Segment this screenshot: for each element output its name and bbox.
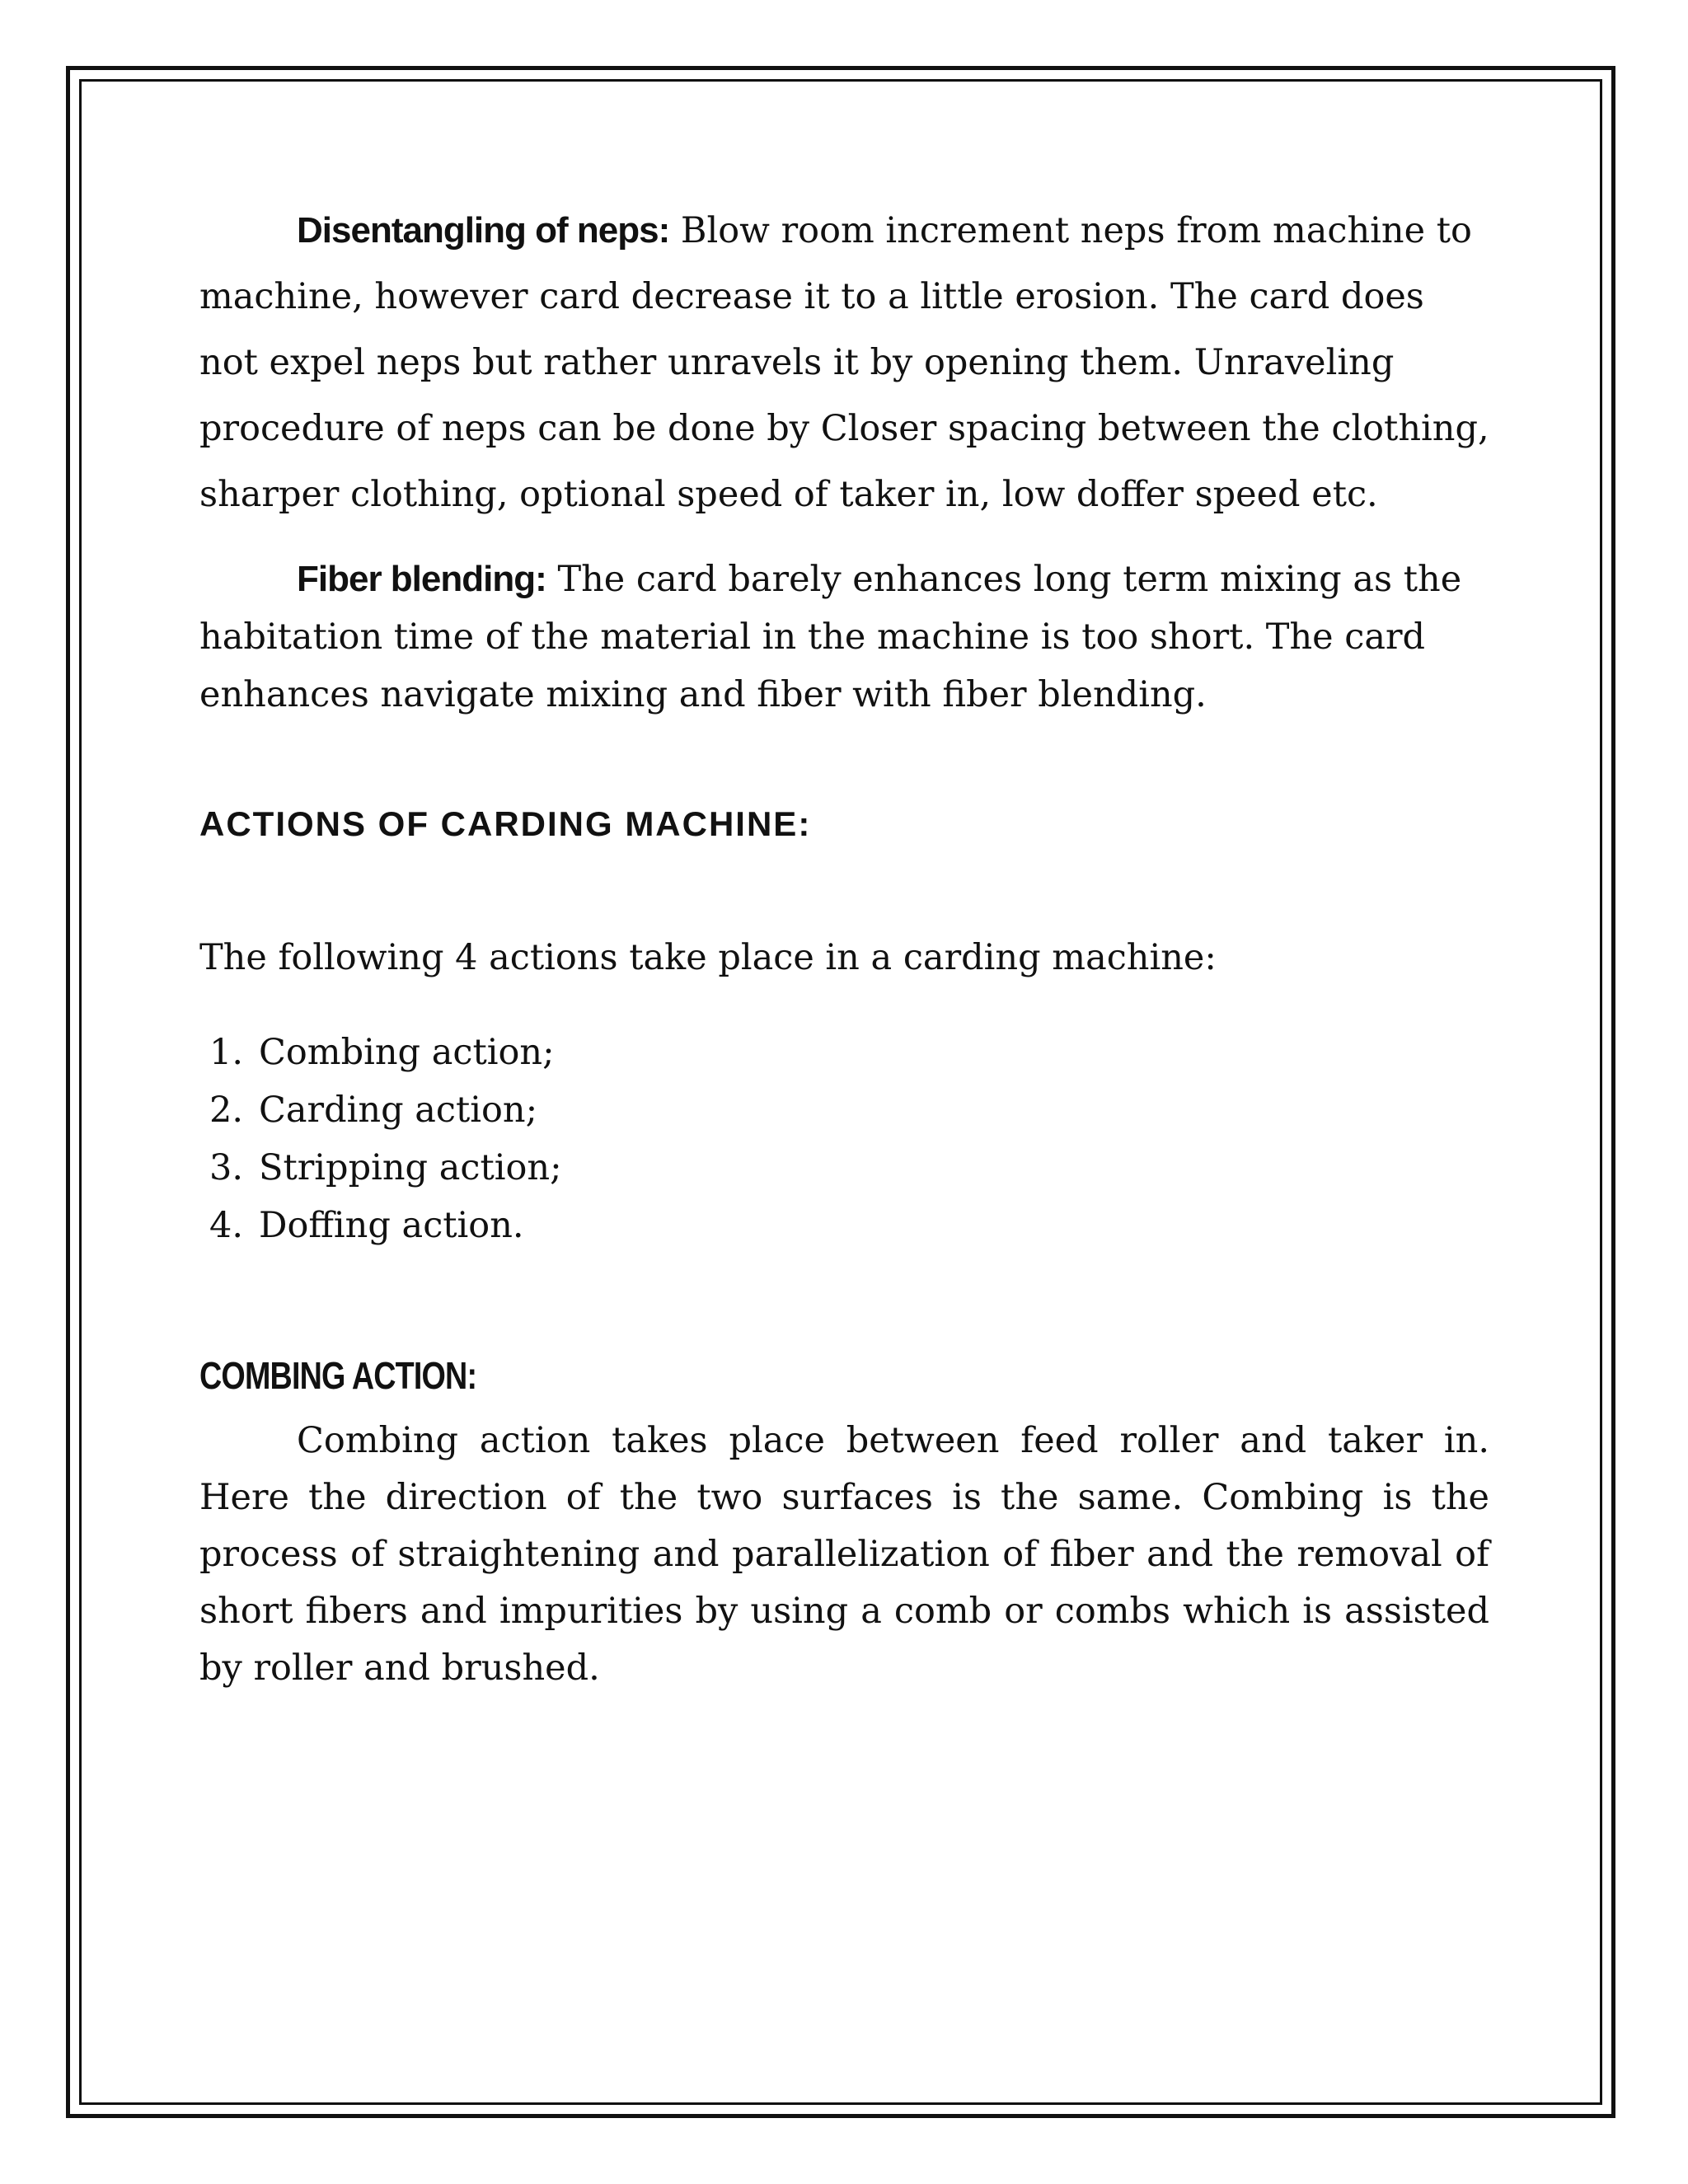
list-text: Carding action; [259,1090,538,1131]
section-disentangling [199,198,1489,527]
paragraph-combing: Combing action takes place between feed roller and taker in. Here the direction of the two surfaces is the same. Combing is the process of straightening and parallelization of fiber and the removal of short fibers and impurities by using a comb or combs which is assisted by roller and brushed. [199,1420,1489,1689]
list-item [199,1197,1489,1254]
term-disentangling: Disentangling of neps: [297,210,670,251]
text-fiber-blending: The card barely enhances long term mixing as the habitation time of the material in the machine is too short. The card enhances navigate mixing and fiber with fiber blending. [199,559,1462,715]
list-item [199,1139,1489,1197]
section-combing [199,1413,1489,1697]
list-item [199,1081,1489,1139]
list-number: 2. [209,1090,244,1131]
paragraph-fiber-blending [199,551,1489,724]
heading-combing: COMBING ACTION: [199,1354,477,1397]
list-item [199,1024,1489,1081]
term-fiber-blending: Fiber blending: [297,559,546,599]
list-number: 4. [209,1205,244,1246]
list-text: Combing action; [259,1032,555,1073]
list-number: 1. [209,1032,244,1073]
page-content [199,198,1489,1697]
paragraph-disentangling [199,198,1489,527]
list-text: Doffing action. [259,1205,524,1246]
list-number: 3. [209,1147,244,1188]
list-text: Stripping action; [259,1147,562,1188]
actions-intro: The following 4 actions take place in a carding machine: [199,937,1217,978]
actions-list [199,1024,1489,1254]
heading-actions: ACTIONS OF CARDING MACHINE: [199,804,812,843]
text-disentangling: Blow room increment neps from machine to machine, however card decrease it to a little erosion. The card does not expel neps but rather unravels it by opening them. Unraveling procedure of neps can be done by Closer spacing between the clothing, sharper clothing, optional speed of taker in, low doffer speed etc. [199,210,1489,515]
section-fiber-blending [199,551,1489,724]
